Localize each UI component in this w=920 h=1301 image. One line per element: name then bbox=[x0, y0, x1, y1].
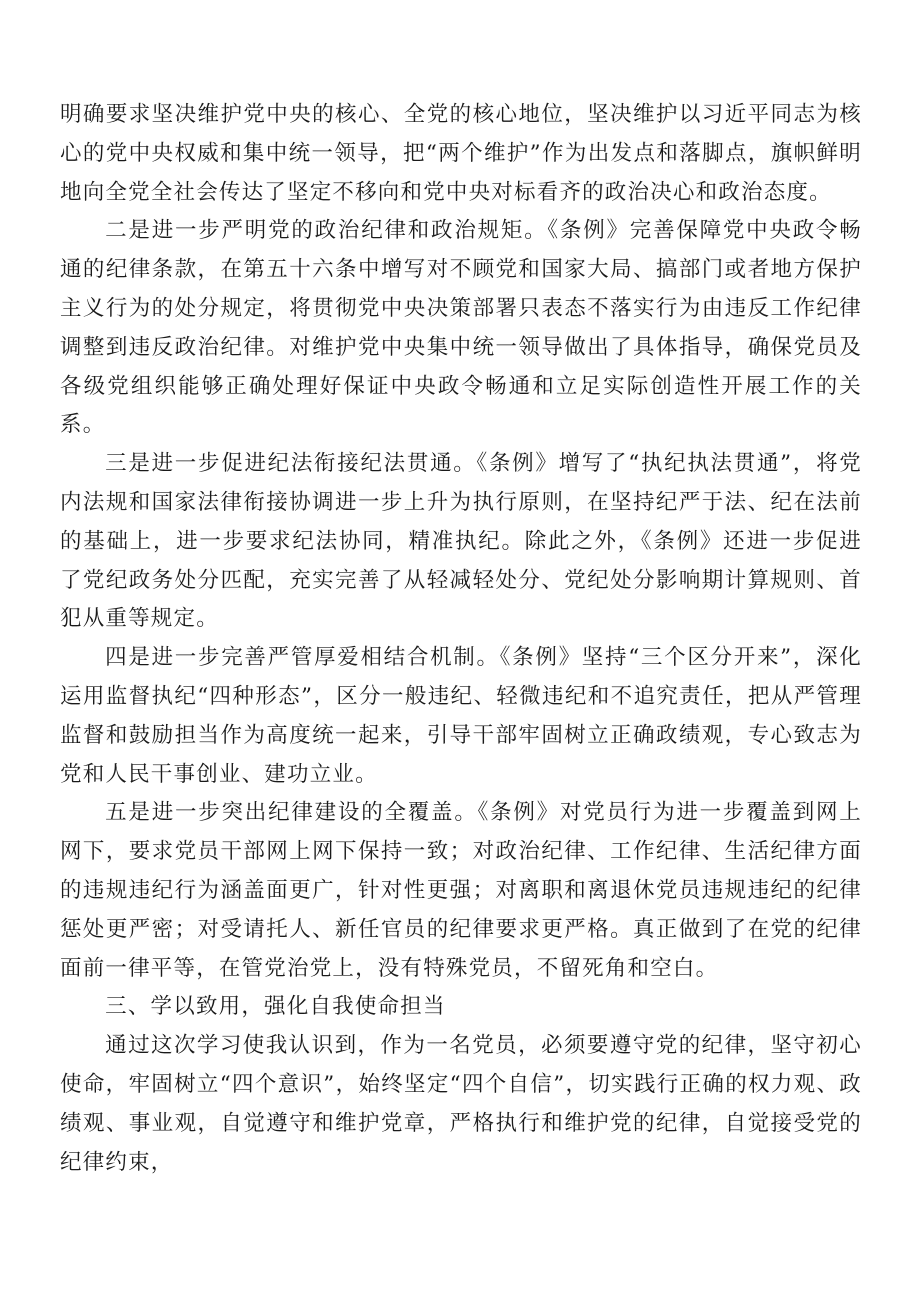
section-heading: 三、学以致用，强化自我使命担当 bbox=[105, 994, 446, 1020]
paragraph-full-coverage: 五是进一步突出纪律建设的全覆盖。《条例》对党员行为进一步覆盖到网上网下，要求党员干部网上网下保持一致；对政治纪律、工作纪律、生活纪律方面的违规违纪行为涵盖面更广，针对性更强；对离职和离退休党员违规违纪的纪律惩处更严密；对受请托人、新任官员的纪律要求更严格。真正做到了在党的纪律面前一律平等，在管党治党上，没有特殊党员，不留死角和空白。 bbox=[60, 800, 862, 981]
paragraph-learning: 通过这次学习使我认识到，作为一名党员，必须要遵守党的纪律，坚守初心使命，牢固树立“四个意识”，始终坚定“四个自信”，切实践行正确的权力观、政绩观、事业观，自觉遵守和维护党章，严格执行和维护党的纪律，自觉接受党的纪律约束， bbox=[60, 1033, 862, 1175]
paragraph-strict-care: 四是进一步完善严管厚爱相结合机制。《条例》坚持“三个区分开来”，深化运用监督执纪“四种形态”，区分一般违纪、轻微违纪和不追究责任，把从严管理监督和鼓励担当作为高度统一起来，引导干部牢固树立正确政绩观，专心致志为党和人民干事创业、建功立业。 bbox=[60, 645, 862, 787]
document-body bbox=[60, 96, 862, 1182]
paragraph-continuation: 明确要求坚决维护党中央的核心、全党的核心地位，坚决维护以习近平同志为核心的党中央权威和集中统一领导，把“两个维护”作为出发点和落脚点，旗帜鲜明地向全党全社会传达了坚定不移向和党中央对标看齐的政治决心和政治态度。 bbox=[60, 102, 862, 205]
paragraph-political-discipline: 二是进一步严明党的政治纪律和政治规矩。《条例》完善保障党中央政令畅通的纪律条款，在第五十六条中增写对不顾党和国家大局、搞部门或者地方保护主义行为的处分规定，将贯彻党中央决策部署只表态不落实行为由违反工作纪律调整到违反政治纪律。对维护党中央集中统一领导做出了具体指导，确保党员及各级党组织能够正确处理好保证中央政令畅通和立足实际创造性开展工作的关系。 bbox=[60, 218, 862, 438]
paragraph-discipline-law: 三是进一步促进纪法衔接纪法贯通。《条例》增写了“执纪执法贯通”，将党内法规和国家法律衔接协调进一步上升为执行原则，在坚持纪严于法、纪在法前的基础上，进一步要求纪法协同，精准执纪。除此之外，《条例》还进一步促进了党纪政务处分匹配，充实完善了从轻减轻处分、党纪处分影响期计算规则、首犯从重等规定。 bbox=[60, 451, 862, 632]
